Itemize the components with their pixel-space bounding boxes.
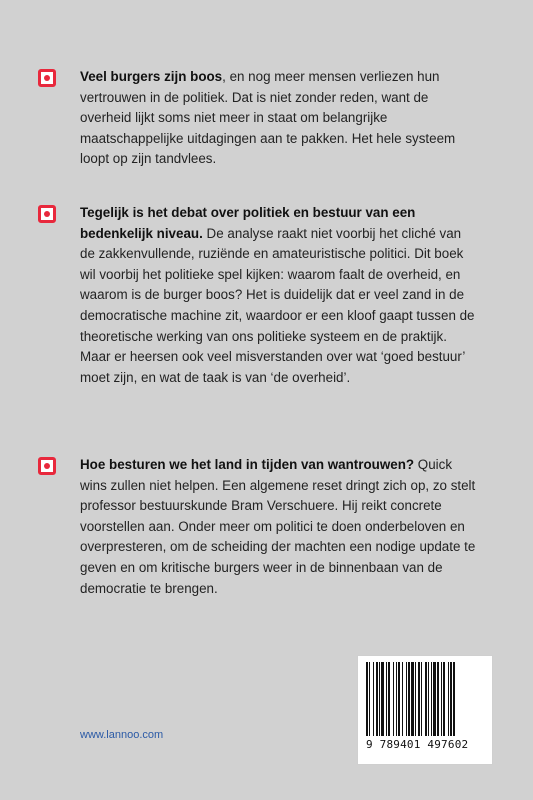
barcode-bar (381, 662, 384, 736)
barcode-bar (425, 662, 427, 736)
publisher-link[interactable]: www.lannoo.com (80, 729, 164, 741)
barcode-bar (441, 662, 442, 736)
section-3-body: Quick wins zullen niet helpen. Een algemene reset dringt zich op, zo stelt professor bestuurskunde Bram Verschuere. Hij reikt concrete voorstellen aan. Onder meer om politici te doen onderbeloven en overpresteren, om de scheiding der machten een nodige update te geven en om kritische burgers weer in de binnenbaan van de democratie te brengen. (80, 457, 476, 596)
barcode-bar (376, 662, 378, 736)
section-1-body: , en nog meer mensen verliezen hun vertrouwen in de politiek. Dat is niet zonder reden, want de overheid lijkt soms niet meer in staat om belangrijke maatschappelijke uitdagingen aan te pakken. Het hele systeem loopt op zijn tandvlees. (80, 69, 456, 167)
barcode-bar (369, 662, 370, 736)
barcode-bar (398, 662, 400, 736)
barcode-bar (379, 662, 380, 736)
barcode-bar (443, 662, 445, 736)
barcode-bar (406, 662, 407, 736)
barcode-bar (433, 662, 436, 736)
barcode-bar (415, 662, 416, 736)
barcode-bar (450, 662, 452, 736)
barcode-bar (388, 662, 390, 736)
barcode-bar (421, 662, 422, 736)
bullet-icon (38, 457, 56, 475)
section-2-lead: Tegelijk is het debat over politiek en bestuur van een bedenkelijk niveau. (80, 205, 416, 241)
bullet-icon (38, 69, 56, 87)
barcode-bar (408, 662, 410, 736)
barcode (358, 656, 492, 764)
section-3-lead: Hoe besturen we het land in tijden van wantrouwen? (80, 457, 415, 472)
barcode-bar (453, 662, 455, 736)
barcode-bar (437, 662, 439, 736)
barcode-bar (431, 662, 432, 736)
barcode-bar (373, 662, 374, 736)
section-3 (38, 455, 478, 599)
barcode-digits: 9 789401 497602 (366, 738, 469, 751)
section-1-text (80, 67, 478, 170)
barcode-bar (418, 662, 420, 736)
barcode-bar (393, 662, 394, 736)
section-2-body: De analyse raakt niet voorbij het cliché van de zakkenvullende, ruziënde en amateuristische politici. Dit boek wil voorbij het politieke spel kijken: waarom faalt de overheid, en waarom is de burger boos? Het is duidelijk dat er veel zand in de democratische machine zit, waardoor er een kloof gaapt tussen de theoretische werking van ons politieke systeem en de praktijk. Maar er heersen ook veel misverstanden over wat ‘goed bestuur’ moet zijn, en wat de taak is van ‘de overheid’. (80, 225, 475, 385)
barcode-bar (448, 662, 449, 736)
section-3-text (80, 455, 478, 599)
section-2 (38, 203, 478, 388)
barcode-bar (428, 662, 429, 736)
section-1 (38, 67, 478, 170)
barcode-bar (402, 662, 403, 736)
section-1-lead: Veel burgers zijn boos (80, 69, 223, 84)
barcode-bar (396, 662, 397, 736)
barcode-bar (386, 662, 387, 736)
barcode-bars (364, 662, 486, 736)
barcode-bar (411, 662, 414, 736)
bullet-icon (38, 205, 56, 223)
section-2-text (80, 203, 478, 388)
barcode-bar (366, 662, 368, 736)
